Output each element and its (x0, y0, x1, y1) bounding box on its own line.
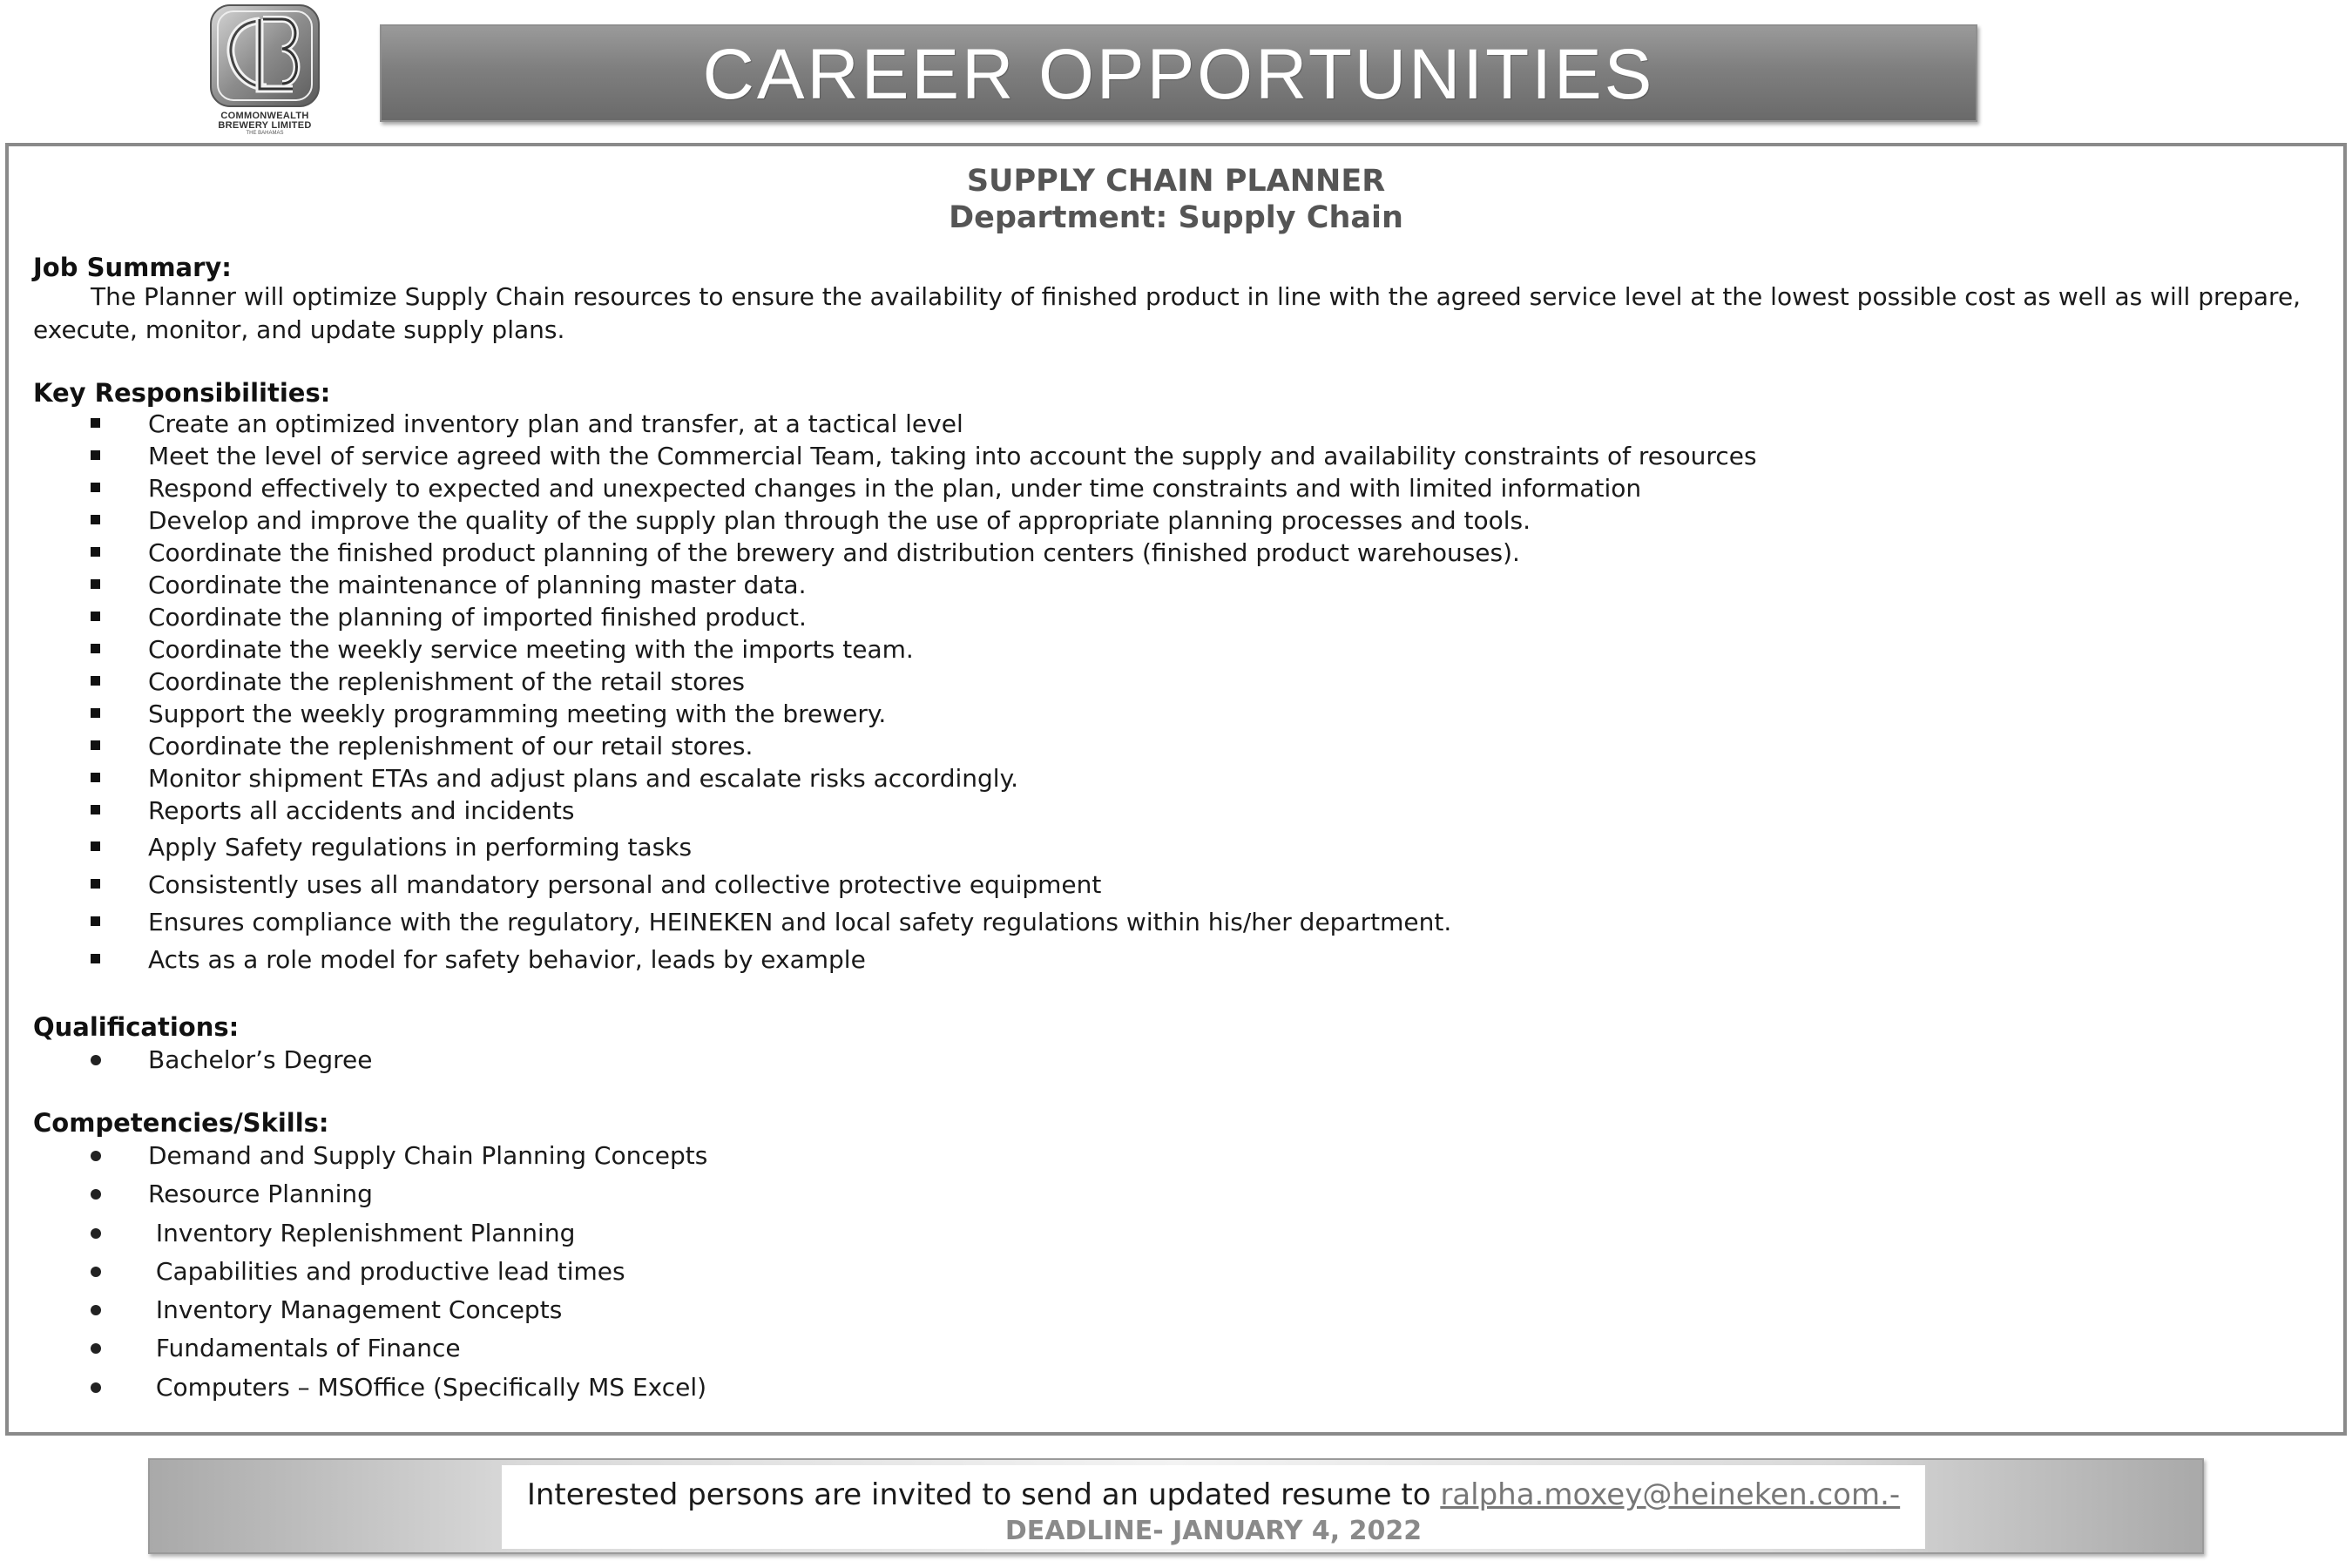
invite-text: Interested persons are invited to send an updated resume to (526, 1477, 1441, 1512)
square-bullet-icon (91, 879, 100, 889)
square-bullet-icon (91, 841, 100, 851)
square-bullet-icon (91, 954, 100, 963)
square-bullet-icon (91, 916, 100, 926)
round-bullet-icon (91, 1305, 101, 1315)
application-instructions (502, 1477, 1925, 1512)
logo-name-line1: COMMONWEALTH (220, 111, 309, 121)
square-bullet-icon (91, 515, 100, 524)
contact-email-link[interactable]: ralpha.moxey@heineken.com.- (1440, 1477, 1901, 1512)
competencies-heading: Competencies/Skills: (33, 1108, 329, 1138)
square-bullet-icon (91, 708, 100, 718)
square-bullet-icon (91, 450, 100, 460)
department-label: Department: Supply Chain (949, 200, 1403, 235)
round-bullet-icon (91, 1055, 101, 1065)
round-bullet-icon (91, 1382, 101, 1393)
company-logo (199, 3, 331, 136)
square-bullet-icon (91, 805, 100, 814)
job-summary-heading: Job Summary: (33, 253, 232, 282)
responsibilities-heading: Key Responsibilities: (33, 378, 331, 408)
round-bullet-icon (91, 1151, 101, 1161)
round-bullet-icon (91, 1267, 101, 1277)
header-banner (380, 24, 1977, 122)
deadline-text: DEADLINE- JANUARY 4, 2022 (1004, 1516, 1423, 1546)
job-title: SUPPLY CHAIN PLANNER (966, 164, 1386, 199)
square-bullet-icon (91, 676, 100, 686)
application-footer (148, 1458, 2204, 1554)
round-bullet-icon (91, 1343, 101, 1354)
round-bullet-icon (91, 1189, 101, 1200)
square-bullet-icon (91, 547, 100, 557)
job-summary-text: The Planner will optimize Supply Chain resources to ensure the availability of finished product in line with the agreed service level at the lowest possible cost as well as will prepare, execute, monitor, and update supply plans. (33, 282, 2301, 344)
square-bullet-icon (91, 644, 100, 653)
square-bullet-icon (91, 773, 100, 782)
cbl-monogram-icon (199, 3, 331, 112)
logo-sub-line: THE BAHAMAS (246, 131, 284, 136)
qualifications-heading: Qualifications: (33, 1012, 240, 1042)
round-bullet-icon (91, 1228, 101, 1239)
square-bullet-icon (91, 579, 100, 589)
square-bullet-icon (91, 483, 100, 492)
footer-text-panel (502, 1465, 1925, 1549)
square-bullet-icon (91, 418, 100, 428)
page-title: CAREER OPPORTUNITIES (702, 35, 1655, 114)
square-bullet-icon (91, 612, 100, 621)
square-bullet-icon (91, 740, 100, 750)
logo-name-line2: BREWERY LIMITED (218, 120, 312, 131)
